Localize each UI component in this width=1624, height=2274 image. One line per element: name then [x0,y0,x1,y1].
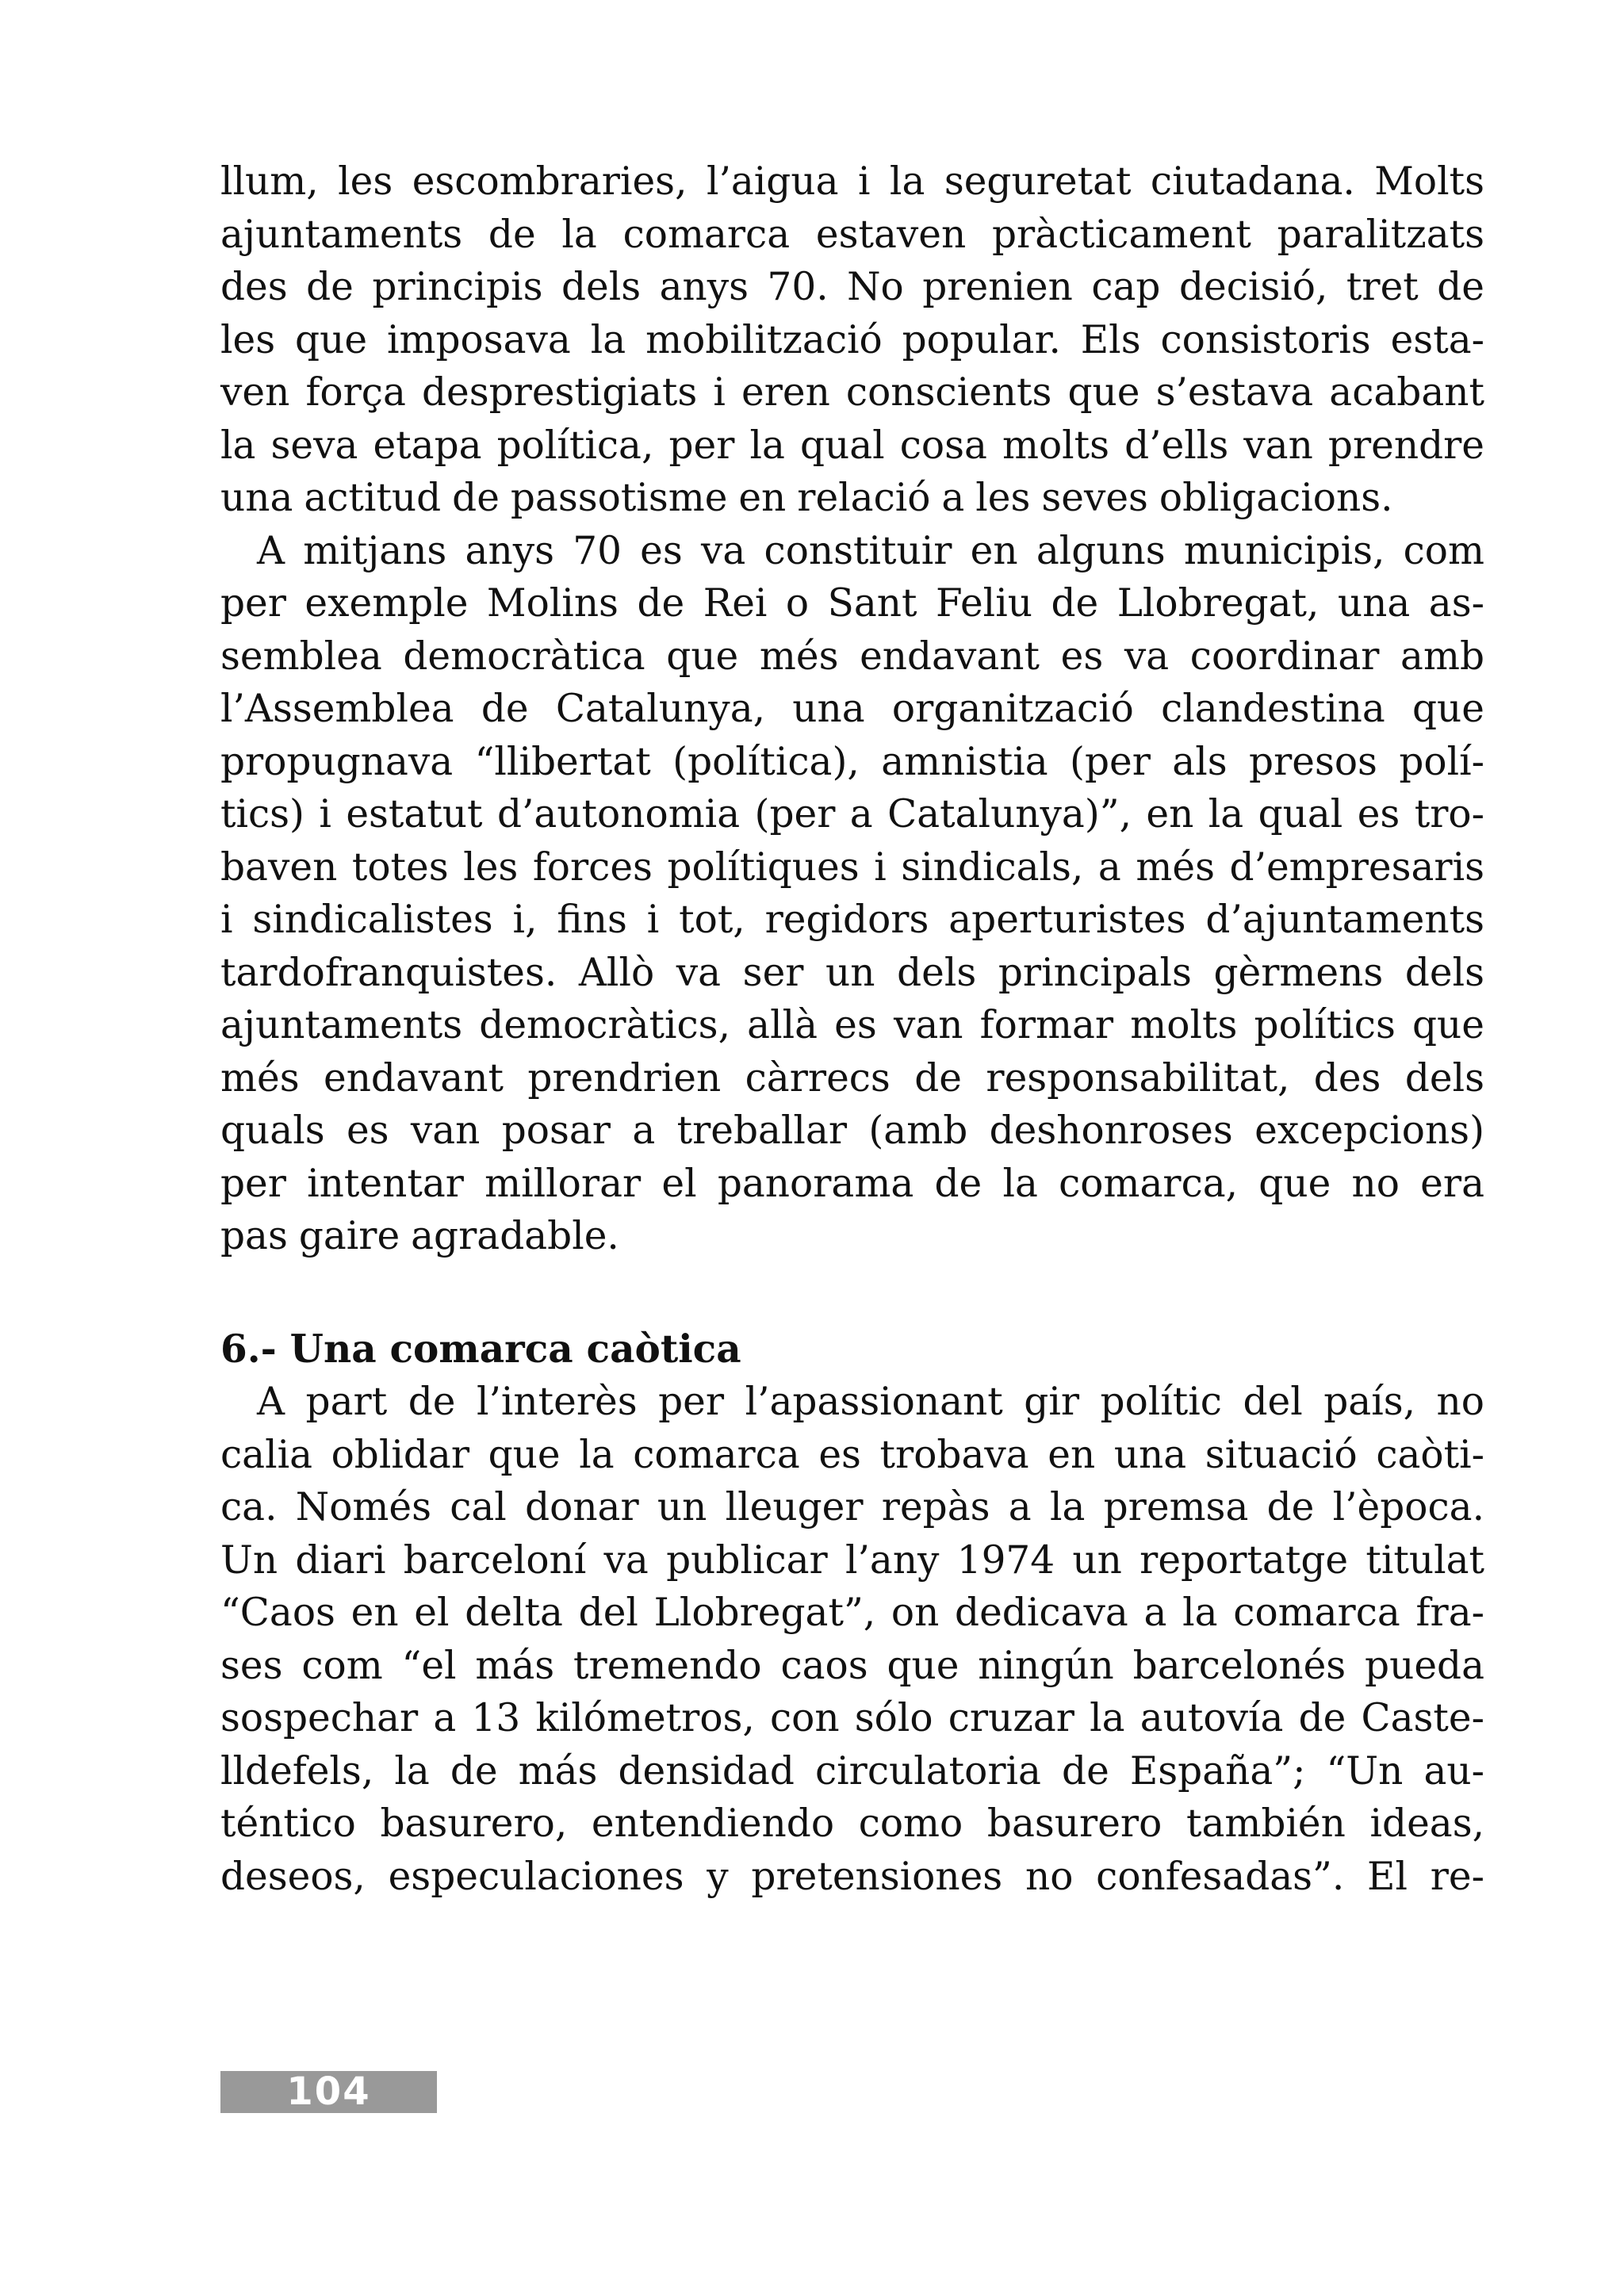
text-line: tics) i estatut d’autonomia (per a Catalunya)”, en la qual es tro- [220,792,1484,836]
text-line: lldefels, la de más densidad circulatoria de España”; “Un au- [220,1748,1484,1794]
text-line: Un diari barceloní va publicar l’any 1974 un reportatge titulat [220,1537,1484,1583]
text-line: tardofranquistes. Allò va ser un dels principals gèrmens dels [220,950,1484,995]
paragraph-2 [220,525,1484,1263]
page-number: 104 [286,2069,371,2114]
text-line: ajuntaments de la comarca estaven pràcticament paralitzats [220,212,1484,257]
text-line: quals es van posar a treballar (amb deshonroses excepcions) [220,1108,1484,1153]
page-number-box [220,2071,437,2113]
section-heading: 6.- Una comarca caòtica [220,1326,741,1372]
text-line: més endavant prendrien càrrecs de responsabilitat, des dels [220,1055,1484,1101]
section-paragraph [220,1376,1484,1903]
text-line: A mitjans anys 70 es va constituir en alguns municipis, com [257,528,1484,573]
text-line: deseos, especulaciones y pretensiones no confesadas”. El re- [220,1854,1484,1899]
text-line: i sindicalistes i, fins i tot, regidors aperturistes d’ajuntaments [220,898,1484,942]
text-line: A part de l’interès per l’apassionant gir polític del país, no [257,1380,1484,1424]
text-line: sospechar a 13 kilómetros, con sólo cruzar la autovía de Caste- [220,1696,1484,1740]
text-line: calia oblidar que la comarca es trobava en una situació caòti- [220,1432,1484,1477]
text-line: propugnava “llibertat (política), amnistia (per als presos polí- [220,739,1484,784]
text-line: les que imposava la mobilització popular. Els consistoris esta- [220,317,1484,362]
text-line: “Caos en el delta del Llobregat”, on dedicava a la comarca fra- [220,1591,1484,1635]
text-line: ses com “el más tremendo caos que ningún barcelonés pueda [220,1643,1484,1688]
text-line: per exemple Molins de Rei o Sant Feliu de Llobregat, una as- [220,581,1484,626]
text-line: per intentar millorar el panorama de la comarca, que no era [220,1161,1484,1206]
paragraph-1 [220,155,1484,525]
text-line: semblea democràtica que més endavant es va coordinar amb [220,634,1484,679]
section-spacer [220,1263,1484,1323]
text-line: llum, les escombraries, l’aigua i la seguretat ciutadana. Molts [220,159,1484,204]
text-line: ajuntaments democràtics, allà es van formar molts polítics que [220,1003,1484,1047]
text-line: la seva etapa política, per la qual cosa molts d’ells van prendre [220,423,1484,468]
text-line: l’Assemblea de Catalunya, una organització clandestina que [220,687,1484,731]
text-line: ven força desprestigiats i eren conscients que s’estava acabant [220,370,1484,415]
text-line: pas gaire agradable. [220,1214,619,1258]
page-body [220,155,1484,1903]
text-line: téntico basurero, entendiendo como basurero también ideas, [220,1801,1484,1846]
text-line: baven totes les forces polítiques i sindicals, a més d’empresaris [220,844,1484,890]
text-line: una actitud de passotisme en relació a les seves obligacions. [220,476,1393,520]
text-line: ca. Només cal donar un lleuger repàs a la premsa de l’època. [220,1485,1484,1529]
text-line: des de principis dels anys 70. No prenien cap decisió, tret de [220,265,1484,309]
